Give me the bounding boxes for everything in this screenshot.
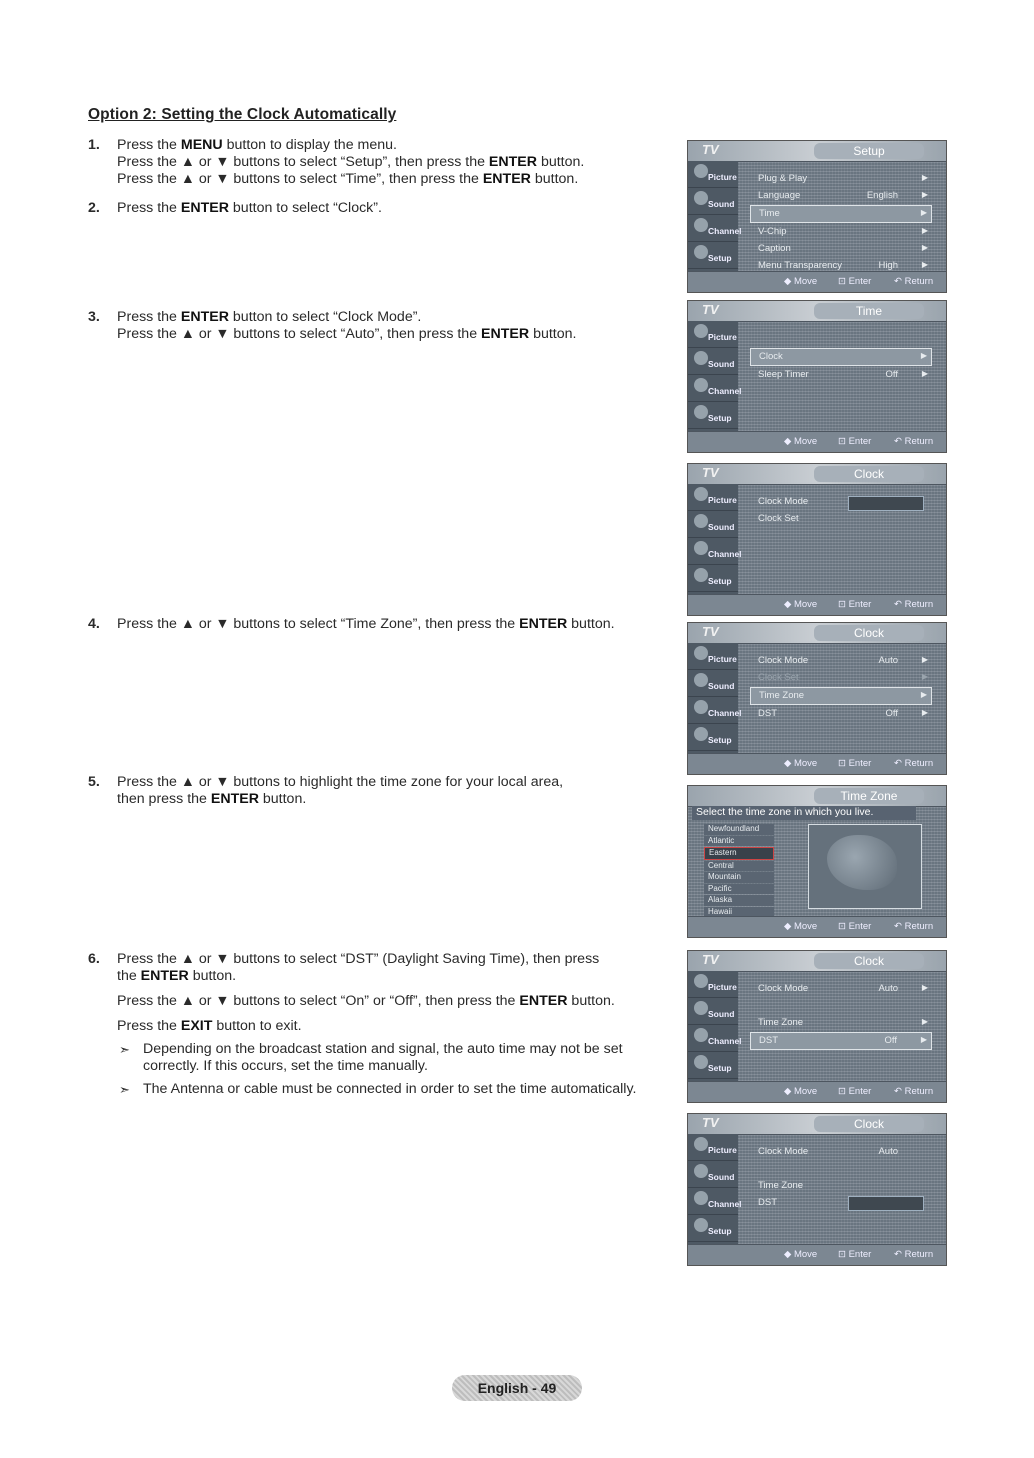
sidebar-item-label: Channel [708,708,742,718]
emphasis-button-name: ENTER [140,968,189,984]
sidebar-item-picture [688,1134,738,1161]
sidebar-item-setup [688,1052,738,1079]
osd-footer-enter: ⊡ Enter [838,436,872,447]
sidebar-item-label: Picture [708,332,737,342]
chevron-right-icon: ▶ [920,208,927,217]
sidebar-item-sound [688,348,738,375]
step-number: 4. [88,616,100,632]
sound-icon [694,1001,708,1015]
osd-selected-value-box [848,1196,924,1211]
sidebar-item-label: Sound [708,359,735,369]
text-run: Press the ▲ or ▼ buttons to select “On” or “Off”, then press the [117,993,520,1009]
sidebar-item-sound [688,1161,738,1188]
sidebar-item-setup [688,724,738,751]
text-run: Press the [117,309,181,325]
osd-row-label: V-Chip [758,226,787,237]
text-run: button. [188,968,237,984]
chevron-right-icon: ▶ [920,1035,927,1044]
osd-menu-title: Clock [814,625,924,641]
text-run: button to exit. [212,1018,302,1034]
channel-icon [694,1028,708,1042]
picture-icon [694,646,708,660]
sidebar-item-label: Picture [708,495,737,505]
osd-menu-row [750,1032,932,1050]
step-body [117,616,658,633]
time-zone-item: Mountain [704,872,774,883]
osd-row-label: Clock Mode [758,655,809,666]
sidebar-item-label: Setup [708,576,732,586]
sidebar-item-label: Picture [708,172,737,182]
osd-row-value: English [866,190,898,201]
sidebar-item-channel [688,215,742,242]
osd-menu-row [750,528,932,544]
osd-row-value: Off [884,1035,897,1046]
sidebar-item-label: Picture [708,982,737,992]
channel-icon [694,218,708,232]
sidebar-item-label: Sound [708,522,735,532]
osd-footer-move: ◆ Move [784,599,818,610]
sidebar-item-label: Setup [708,1226,732,1236]
setup-icon [694,405,708,419]
channel-icon [694,700,708,714]
chevron-right-icon: ▶ [921,708,928,717]
emphasis-button-name: ENTER [488,154,538,170]
instruction-step [88,137,658,188]
picture-icon [694,974,708,988]
osd-menu-row [750,367,932,383]
osd-footer-move: ◆ Move [784,1249,818,1260]
text-run: button. [529,326,577,342]
step-line [117,791,658,808]
osd-footer-return: ↶ Return [894,1086,934,1097]
osd-row-label: Clock Set [758,672,799,683]
osd-footer [688,1081,946,1102]
sidebar-item-channel [688,1025,742,1052]
step-number: 2. [88,200,100,216]
osd-row-label: Time Zone [758,1017,804,1028]
sound-icon [694,514,708,528]
emphasis-button-name: ENTER [519,993,568,1009]
osd-menu-row [750,188,932,204]
time-zone-item: Pacific [704,884,774,895]
sidebar-item-label: Channel [708,1199,742,1209]
sidebar-item-picture [688,484,738,511]
osd-tv-label: TV [702,1115,719,1130]
osd-instruction-banner: Select the time zone in which you live. [692,806,916,820]
chevron-right-icon: ▶ [920,351,927,360]
sidebar-item-label: Channel [708,386,742,396]
emphasis-button-name: EXIT [180,1018,213,1034]
osd-row-label: Clock Mode [758,496,809,507]
tv-osd-screen [687,300,947,453]
channel-icon [694,1191,708,1205]
osd-menu-title: Clock [814,953,924,969]
osd-row-label: Clock Mode [758,983,809,994]
tv-osd-screen [687,785,947,938]
text-run: Press the ▲ or ▼ buttons to select “DST” (Daylight Saving Time), then press [117,951,600,967]
note [117,1041,658,1075]
text-run: Press the ▲ or ▼ buttons to select “Time Zone”, then press the [117,616,520,632]
tv-osd-screen [687,950,947,1103]
osd-title-bar [688,786,946,807]
note-text: Depending on the broadcast station and signal, the auto time may not be set correctly. If this occurs, set the time manually. [143,1041,623,1074]
step-line [117,616,658,633]
sidebar-item-channel [688,375,742,402]
setup-icon [694,1055,708,1069]
sound-icon [694,191,708,205]
osd-footer-enter: ⊡ Enter [838,599,872,610]
sidebar-item-label: Channel [708,1036,742,1046]
sidebar-item-sound [688,670,738,697]
osd-footer-enter: ⊡ Enter [838,1249,872,1260]
chevron-right-icon: ▶ [921,369,928,378]
osd-tv-label: TV [702,142,719,157]
osd-row-label: DST [759,1035,778,1046]
osd-menu-row [750,171,932,187]
osd-row-value: Off [885,369,898,380]
note [117,1081,658,1098]
text-run: the [117,968,141,984]
osd-title-bar [688,464,946,485]
text-run: Press the [117,137,181,153]
chevron-right-icon: ▶ [920,690,927,699]
tv-osd-screen [687,622,947,775]
osd-menu-row [750,1161,932,1177]
sound-icon [694,673,708,687]
chevron-right-icon: ▶ [921,173,928,182]
osd-footer-return: ↶ Return [894,758,934,769]
emphasis-button-name: ENTER [210,791,259,807]
text-run: Press the ▲ or ▼ buttons to highlight the time zone for your local area, [117,774,564,790]
text-run: button. [530,171,579,187]
step-line [117,200,658,217]
osd-footer [688,753,946,774]
sidebar-item-label: Setup [708,735,732,745]
sidebar-item-channel [688,538,742,565]
osd-menu-rows [750,331,932,384]
step-line [117,774,658,791]
sidebar-item-label: Picture [708,1145,737,1155]
time-zone-item: Hawaii [704,907,774,918]
osd-footer-enter: ⊡ Enter [838,758,872,769]
osd-sidebar [688,321,742,432]
osd-row-value: Auto [878,655,898,666]
chevron-right-icon: ▶ [921,672,928,681]
osd-row-label: Sleep Timer [758,369,809,380]
text-run: button. [258,791,307,807]
tv-osd-screen [687,463,947,616]
osd-row-label: DST [758,708,777,719]
osd-sidebar [688,643,742,754]
text-run: button. [567,993,615,1009]
osd-tv-label: TV [702,952,719,967]
tv-osd-screen [687,140,947,293]
sidebar-item-channel [688,1188,742,1215]
sidebar-item-label: Sound [708,1172,735,1182]
sidebar-item-label: Channel [708,549,742,559]
osd-tv-label: TV [702,624,719,639]
osd-row-label: Time [759,208,780,219]
osd-menu-row [750,1144,932,1160]
step-line [117,154,658,171]
osd-row-label: Language [758,190,801,201]
osd-menu-row [750,687,932,705]
sound-icon [694,351,708,365]
page-number-badge: English - 49 [452,1375,582,1401]
section-heading: Option 2: Setting the Clock Automatically [88,106,397,123]
osd-menu-title: Time [814,303,924,319]
step-number: 6. [88,951,100,967]
time-zone-item: Eastern [704,847,774,860]
step-number: 1. [88,137,100,153]
osd-footer-return: ↶ Return [894,921,934,932]
instruction-step [88,309,658,343]
sidebar-item-label: Sound [708,199,735,209]
osd-row-value: Auto [878,983,898,994]
osd-menu-row [750,511,932,527]
step-body [117,200,658,217]
time-zone-item: Alaska [704,895,774,906]
step-number: 5. [88,774,100,790]
step-line [117,1018,658,1035]
time-zone-item: Central [704,861,774,872]
osd-title-bar [688,623,946,644]
channel-icon [694,378,708,392]
chevron-right-icon: ▶ [921,260,928,269]
instruction-step [88,200,658,217]
setup-icon [694,245,708,259]
sidebar-item-label: Setup [708,413,732,423]
osd-footer-return: ↶ Return [894,1249,934,1260]
osd-row-value: Off [885,708,898,719]
step-line [117,993,658,1010]
chevron-right-icon: ▶ [921,1017,928,1026]
osd-title-bar [688,141,946,162]
sidebar-item-setup [688,565,738,592]
time-zone-list [704,824,774,918]
picture-icon [694,1137,708,1151]
text-run: button to select “Clock Mode”. [228,309,422,325]
sidebar-item-label: Channel [708,226,742,236]
note-arrow-icon: ➣ [119,1082,130,1097]
sidebar-item-setup [688,242,738,269]
osd-row-label: Time Zone [759,690,805,701]
sidebar-item-label: Sound [708,681,735,691]
step-line [117,137,658,154]
osd-row-label: Menu Transparency [758,260,842,271]
osd-footer [688,916,946,937]
step-number: 3. [88,309,100,325]
emphasis-button-name: MENU [180,137,223,153]
step-body [117,137,658,188]
sidebar-item-label: Sound [708,1009,735,1019]
osd-footer-move: ◆ Move [784,758,818,769]
osd-row-label: Caption [758,243,791,254]
osd-tv-label: TV [702,302,719,317]
step-body [117,309,658,343]
text-run: then press the [117,791,211,807]
setup-icon [694,1218,708,1232]
osd-menu-row [750,331,932,347]
osd-menu-title: Setup [814,143,924,159]
step-body [117,951,658,1098]
sidebar-item-label: Setup [708,1063,732,1073]
sidebar-item-sound [688,998,738,1025]
north-america-map-icon [827,835,897,890]
osd-menu-title: Clock [814,466,924,482]
osd-footer-move: ◆ Move [784,436,818,447]
osd-selected-value-box [848,496,924,511]
sidebar-item-picture [688,321,738,348]
osd-tv-label: TV [702,465,719,480]
text-run: button. [537,154,585,170]
osd-row-label: Clock Mode [758,1146,809,1157]
note-arrow-icon: ➣ [119,1042,130,1057]
instruction-step [88,774,658,808]
step-line [117,326,658,343]
osd-footer-move: ◆ Move [784,276,818,287]
osd-title-bar [688,301,946,322]
sidebar-item-label: Setup [708,253,732,263]
chevron-right-icon: ▶ [921,226,928,235]
text-run: Press the ▲ or ▼ buttons to select “Auto”, then press the [117,326,482,342]
osd-menu-row [750,981,932,997]
osd-menu-row [750,706,932,722]
sidebar-item-label: Picture [708,654,737,664]
sidebar-item-setup [688,1215,738,1242]
osd-row-label: Clock [759,351,783,362]
sidebar-item-sound [688,511,738,538]
osd-title-bar [688,951,946,972]
sidebar-item-picture [688,161,738,188]
osd-row-label: DST [758,1197,777,1208]
osd-footer [688,271,946,292]
picture-icon [694,164,708,178]
osd-menu-row [750,653,932,669]
osd-menu-row [750,348,932,366]
osd-menu-rows [750,653,932,723]
osd-footer-enter: ⊡ Enter [838,1086,872,1097]
osd-footer [688,1244,946,1265]
sidebar-item-picture [688,971,738,998]
osd-footer [688,594,946,615]
sidebar-item-sound [688,188,738,215]
text-run: button. [567,616,615,632]
time-zone-map [808,824,922,909]
osd-title-bar [688,1114,946,1135]
step-line [117,309,658,326]
sidebar-item-channel [688,697,742,724]
chevron-right-icon: ▶ [921,243,928,252]
channel-icon [694,541,708,555]
text-run: Press the [117,1018,181,1034]
osd-menu-row [750,241,932,257]
osd-menu-row [750,1015,932,1031]
osd-menu-row [750,670,932,686]
osd-row-value: Auto [878,1146,898,1157]
osd-row-value: High [878,260,898,271]
osd-row-label: Time Zone [758,1180,804,1191]
osd-menu-row [750,224,932,240]
osd-footer-return: ↶ Return [894,276,934,287]
chevron-right-icon: ▶ [921,655,928,664]
osd-row-label: Plug & Play [758,173,808,184]
emphasis-button-name: ENTER [481,326,530,342]
setup-icon [694,727,708,741]
step-line [117,171,658,188]
osd-footer-move: ◆ Move [784,1086,818,1097]
setup-icon [694,568,708,582]
osd-menu-title: Clock [814,1116,924,1132]
emphasis-button-name: ENTER [180,309,229,325]
osd-menu-rows [750,981,932,1051]
osd-footer-enter: ⊡ Enter [838,921,872,932]
step-line [117,968,658,985]
step-line [117,951,658,968]
chevron-right-icon: ▶ [921,190,928,199]
time-zone-item: Atlantic [704,836,774,847]
text-run: button to select “Clock”. [228,200,382,216]
picture-icon [694,487,708,501]
step-body [117,774,658,808]
sound-icon [694,1164,708,1178]
osd-footer-move: ◆ Move [784,921,818,932]
osd-row-label: Clock Set [758,513,799,524]
osd-footer-enter: ⊡ Enter [838,276,872,287]
text-run: Press the ▲ or ▼ buttons to select “Setup”, then press the [117,154,489,170]
osd-footer [688,431,946,452]
emphasis-button-name: ENTER [180,200,229,216]
text-run: Press the [117,200,181,216]
osd-menu-row [750,998,932,1014]
osd-menu-title: Time Zone [814,788,924,804]
osd-menu-row [750,205,932,223]
text-run: button to display the menu. [222,137,397,153]
note-text: The Antenna or cable must be connected in order to set the time automatically. [143,1081,637,1097]
emphasis-button-name: ENTER [519,616,568,632]
osd-menu-row [750,1178,932,1194]
osd-footer-return: ↶ Return [894,599,934,610]
tv-osd-screen [687,1113,947,1266]
osd-footer-return: ↶ Return [894,436,934,447]
picture-icon [694,324,708,338]
osd-sidebar [688,484,742,595]
emphasis-button-name: ENTER [482,171,531,187]
osd-sidebar [688,971,742,1082]
text-run: Press the ▲ or ▼ buttons to select “Time”, then press the [117,171,483,187]
osd-sidebar [688,1134,742,1245]
instruction-step [88,951,658,1098]
chevron-right-icon: ▶ [921,983,928,992]
osd-sidebar [688,161,742,272]
instruction-step [88,616,658,633]
sidebar-item-setup [688,402,738,429]
time-zone-item: Newfoundland [704,824,774,835]
sidebar-item-picture [688,643,738,670]
